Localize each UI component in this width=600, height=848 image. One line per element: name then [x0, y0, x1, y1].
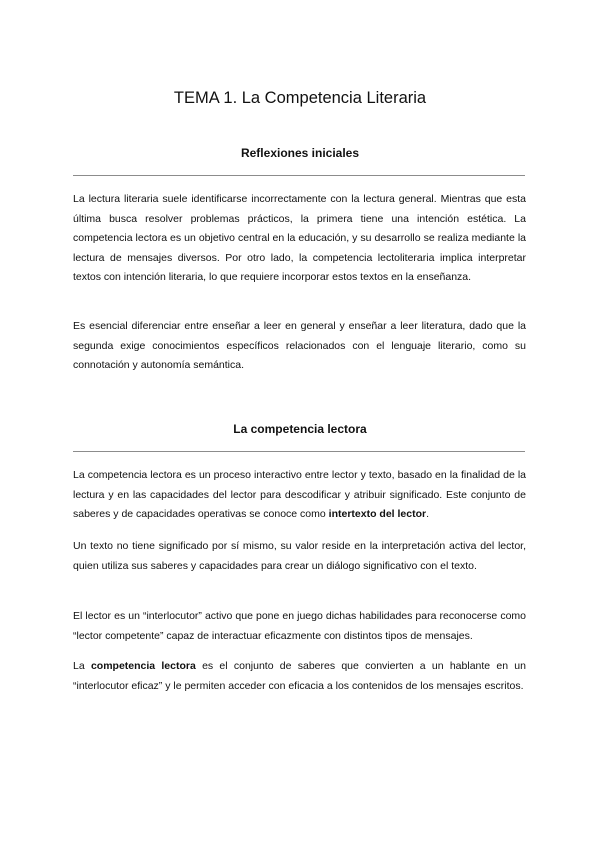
bold-term: competencia lectora: [90, 660, 196, 672]
paragraph: Un texto no tiene significado por sí mismo, su valor reside en la interpretación activa del lector, quien utiliza sus saberes y capacidades para crear un diálogo significativo con el texto.: [73, 540, 526, 572]
page-title: TEMA 1. La Competencia Literaria: [173, 89, 427, 107]
paragraph: El lector es un “interlocutor” activo que pone en juego dichas habilidades para reconocerse como “lector competente” capaz de interactuar eficazmente con distintos tipos de mensajes.: [73, 610, 526, 642]
paragraph: [73, 466, 526, 525]
paragraph-text: .: [426, 508, 430, 521]
paragraph: [73, 657, 526, 696]
section-heading-competencia-lectora: La competencia lectora: [233, 422, 367, 436]
paragraph-text: La: [73, 660, 91, 672]
section-divider: [73, 175, 525, 176]
paragraph-text: es el conjunto de saberes que convierten a un hablante en un “interlocutor eficaz” y le permiten acceder con eficacia a los contenidos de los mensajes escritos.: [73, 660, 526, 692]
section-divider: [73, 451, 525, 452]
section-heading-reflexiones: Reflexiones iniciales: [240, 146, 360, 160]
paragraph: La lectura literaria suele identificarse incorrectamente con la lectura general. Mientras que esta última busca resolver problemas prácticos, la primera tiene una intención estética. La competencia lectora es un objetivo central en la educación, y su desarrollo se realiza mediante la lectura de mensajes diversos. Por otro lado, la competencia lectoliteraria implica interpretar textos con intención literaria, lo que requiere incorporar estos textos en la enseñanza.: [73, 193, 526, 284]
paragraph: Es esencial diferenciar entre enseñar a leer en general y enseñar a leer literatura, dado que la segunda exige conocimientos específicos relacionados con el lenguaje literario, como su connotación y autonomía semántica.: [73, 320, 526, 372]
paragraph-text: La competencia lectora es un proceso interactivo entre lector y texto, basado en la finalidad de la lectura y en las capacidades del lector para descodificar y atribuir significado. Este conjunto de saberes y de capacidades operativas se conoce como: [73, 469, 526, 521]
bold-term: intertexto del lector: [328, 508, 427, 521]
